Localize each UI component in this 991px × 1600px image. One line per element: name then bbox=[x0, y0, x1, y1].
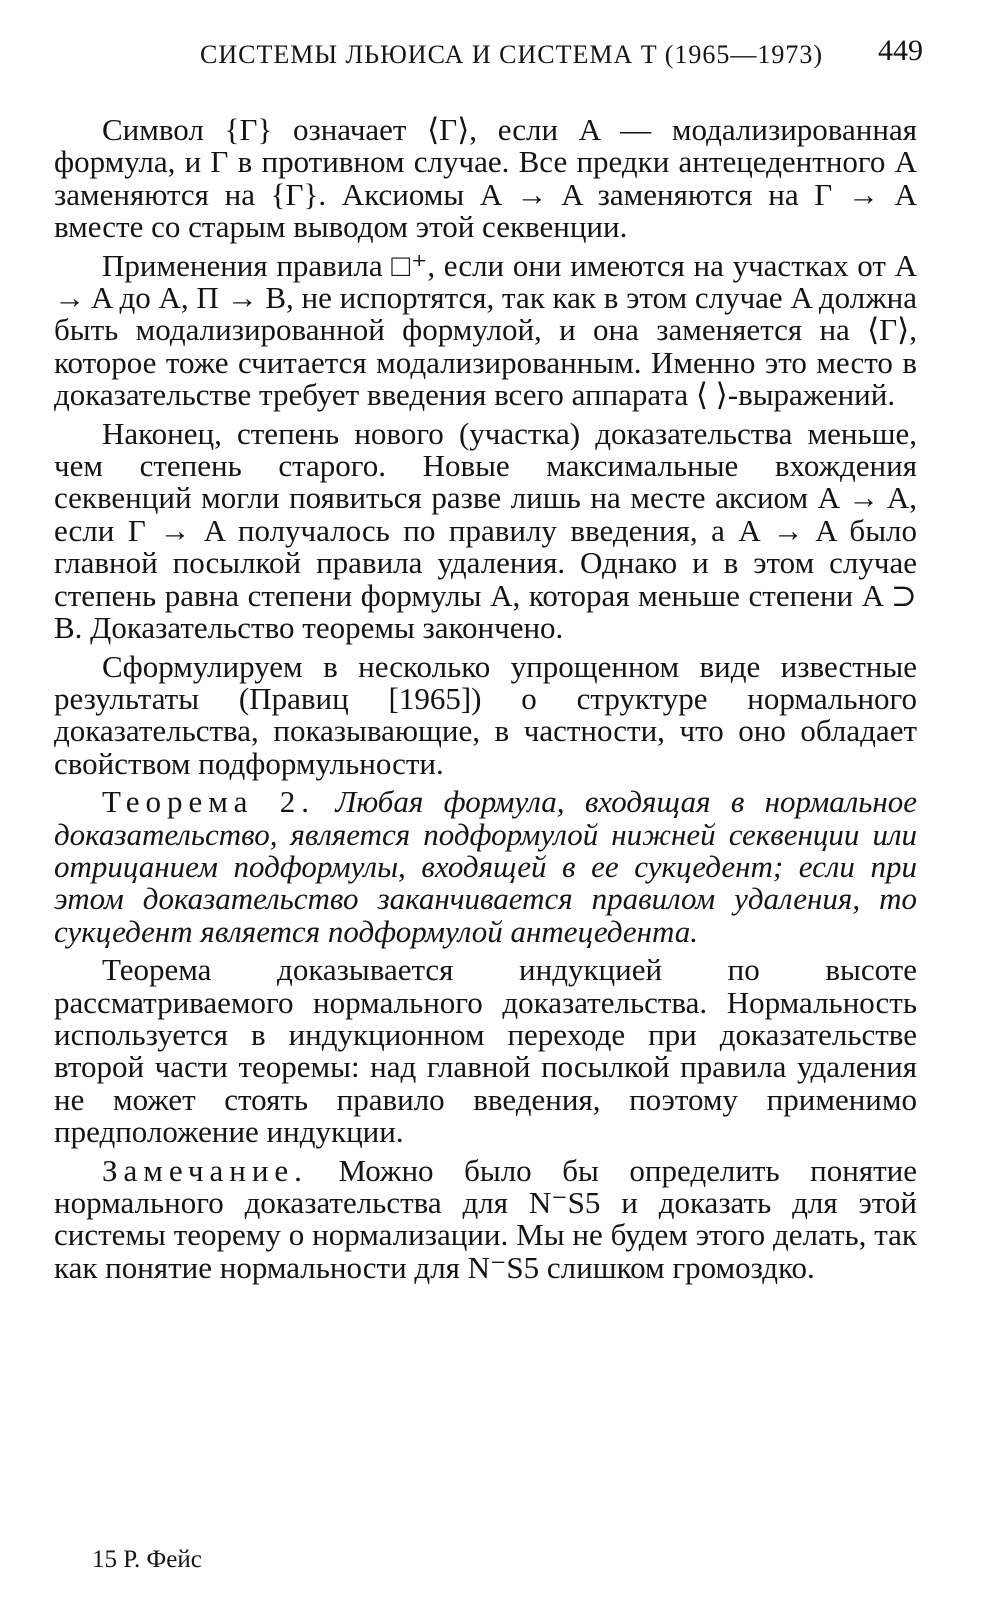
paragraph-results-intro: Сформулируем в несколько упрощенном виде известные результаты (Правиц [1965]) о структуре нормального доказательства, показывающие, в частности, что оно обладает свойством подформульности. bbox=[54, 648, 917, 781]
theorem-label: Теорема 2. bbox=[102, 784, 316, 820]
theorem-statement: Любая формула, входящая в нормальное доказательство, является подформулой нижней секвенции или отрицанием подформулы, входящей в ее сукцедент; если при этом доказательство заканчивается правилом удаления, то сукцедент является подформулой антецедента. bbox=[54, 784, 918, 949]
paragraph-rule-applications: Применения правила □⁺, если они имеются на участках от A → A до A, П → B, не испортятся, так как в этом случае A должна быть модализированной формулой, и она заменяется на ⟨Г⟩, которое тоже считается модализированным. Именно это место в доказательстве требует введения всего аппарата ⟨ ⟩-выражений. bbox=[54, 247, 917, 413]
remark-label: Замечание. bbox=[102, 1152, 308, 1188]
page-number: 449 bbox=[878, 34, 923, 67]
paragraph-symbol-definition: Символ {Г} означает ⟨Г⟩, если A — модализированная формула, и Г в противном случае. Все предки антецедентного A заменяются на {Г}. Аксиомы A → A заменяются на Г → A вместе со старым выводом этой секвенции. bbox=[54, 112, 917, 245]
paragraph-proof-sketch: Теорема доказывается индукцией по высоте рассматриваемого нормального доказательства. Нормальность используется в индукционном переходе при доказательстве второй части теоремы: над главной посылкой правила удаления не может стоять правило введения, поэтому применимо предположение индукции. bbox=[54, 952, 917, 1150]
running-title: СИСТЕМЫ ЛЬЮИСА И СИСТЕМА T (1965—1973) bbox=[200, 40, 824, 69]
theorem-2 bbox=[54, 786, 917, 948]
remark bbox=[54, 1152, 917, 1285]
paragraph-degree: Наконец, степень нового (участка) доказательства меньше, чем степень старого. Новые максимальные вхождения секвенций могли появиться разве лишь на месте аксиом A → A, если Г → A получалось по правилу введения, а A → A было главной посылкой правила удаления. Однако и в этом случае степень равна степени формулы A, которая меньше степени A ⊃ B. Доказательство теоремы закончено. bbox=[54, 415, 917, 646]
remark-text: Можно было бы определить понятие нормального доказательства для N⁻S5 и доказать для этой системы теорему о нормализации. Мы не будем этого делать, так как понятие нормальности для N⁻S5 слишком громоздко. bbox=[54, 1152, 917, 1285]
body-text bbox=[54, 114, 917, 1284]
signature-mark: 15 Р. Фейс bbox=[92, 1546, 202, 1573]
